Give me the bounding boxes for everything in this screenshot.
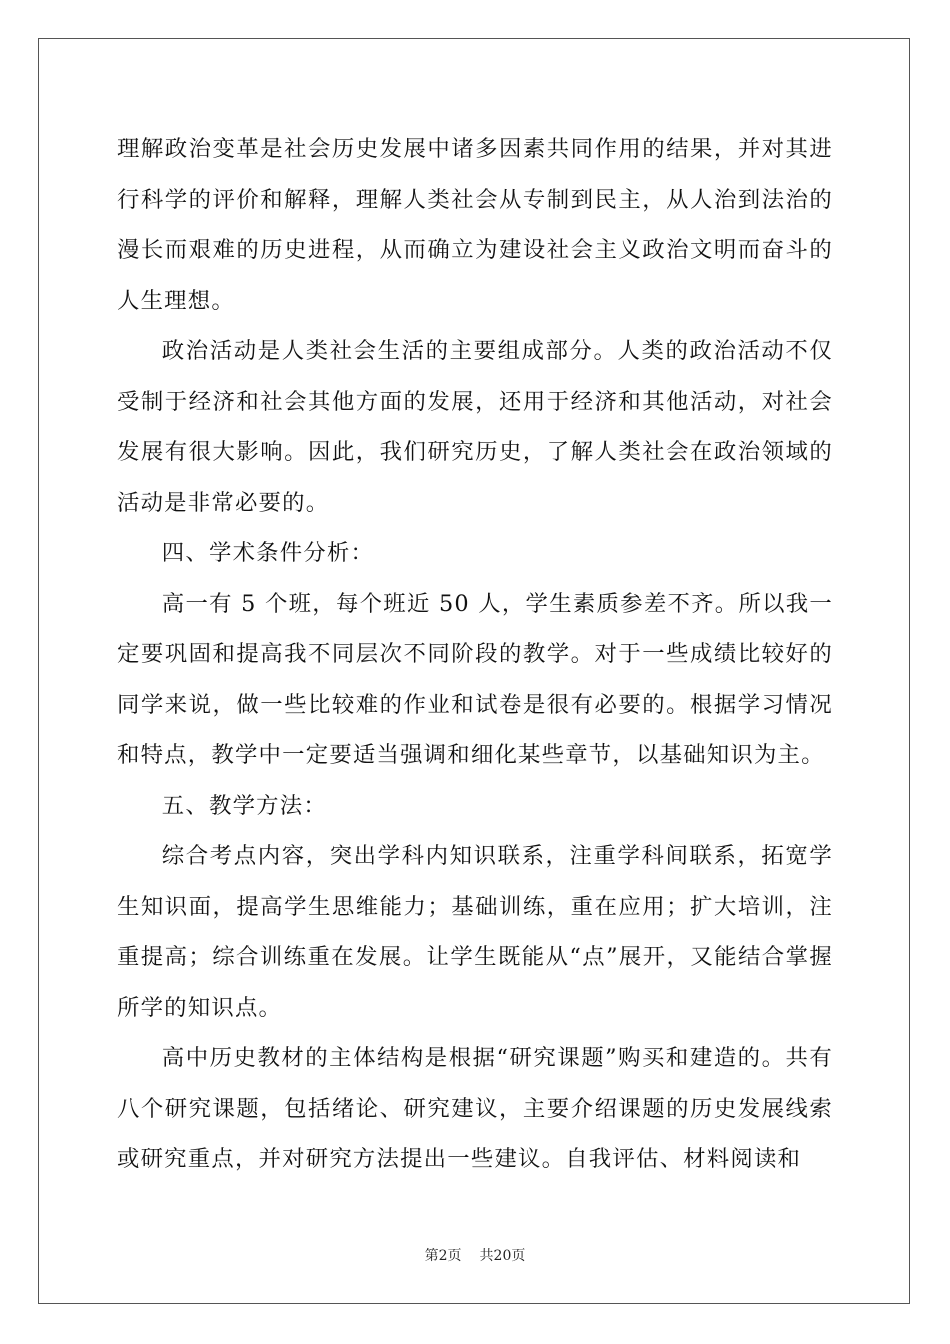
paragraph-textbook-structure: 高中历史教材的主体结构是根据“研究课题”购买和建造的。共有八个研究课题，包括绪论、研究建议，主要介绍课题的历史发展线索或研究重点，并对研究方法提出一些建议。自我评估、材料阅读和: [117, 1045, 833, 1172]
paragraph-political-change: 理解政治变革是社会历史发展中诸多因素共同作用的结果，并对其进行科学的评价和解释，理解人类社会从专制到民主，从人治到法治的漫长而艰难的历史进程，从而确立为建设社会主义政治文明而奋斗的人生理想。: [117, 136, 833, 314]
heading-teaching-methods: 五、教学方法：: [161, 792, 327, 819]
page-footer: [0, 1245, 950, 1265]
heading-academic-analysis: 四、学术条件分析：: [161, 540, 375, 566]
total-pages: 共20页: [479, 1248, 526, 1264]
paragraph-class-situation: 高一有 5 个班，每个班近 50 人，学生素质参差不齐。所以我一定要巩固和提高我不同层次不同阶段的教学。对于一些成绩比较好的同学来说，做一些比较难的作业和试卷是很有必要的。根据学习情况和特点，教学中一定要适当强调和细化某些章节，以基础知识为主。: [117, 590, 833, 768]
page-number: 第2页: [424, 1248, 462, 1264]
paragraph-political-activity: 政治活动是人类社会生活的主要组成部分。人类的政治活动不仅受制于经济和社会其他方面的发展，还用于经济和其他活动，对社会发展有很大影响。因此，我们研究历史，了解人类社会在政治领域的活动是非常必要的。: [117, 338, 833, 516]
document-body: [117, 124, 833, 1185]
paragraph-teaching-methods: 综合考点内容，突出学科内知识联系，注重学科间联系，拓宽学生知识面，提高学生思维能力；基础训练，重在应用；扩大培训，注重提高；综合训练重在发展。让学生既能从“点”展开，又能结合掌握所学的知识点。: [117, 843, 833, 1021]
